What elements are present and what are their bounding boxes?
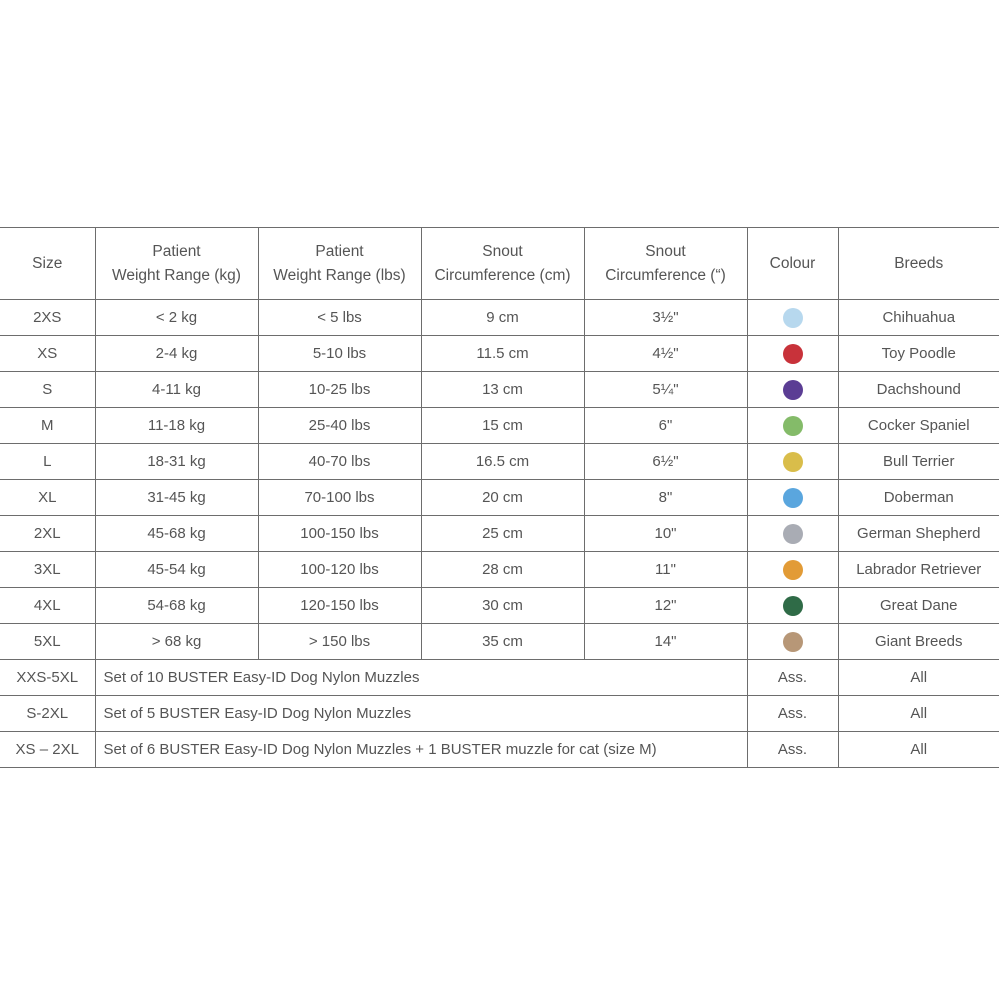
snout-cm-cell: 35 cm bbox=[421, 624, 584, 660]
breed-cell: Doberman bbox=[838, 480, 999, 516]
table-row bbox=[0, 624, 999, 660]
set-breed-cell: All bbox=[838, 732, 999, 768]
breed-cell: Dachshound bbox=[838, 372, 999, 408]
table-row bbox=[0, 516, 999, 552]
set-colour-cell: Ass. bbox=[747, 660, 838, 696]
weight-lbs-cell: < 5 lbs bbox=[258, 300, 421, 336]
snout-cm-cell: 15 cm bbox=[421, 408, 584, 444]
snout-cm-cell: 11.5 cm bbox=[421, 336, 584, 372]
size-cell: XS bbox=[0, 336, 95, 372]
breed-cell: Great Dane bbox=[838, 588, 999, 624]
colour-cell bbox=[747, 300, 838, 336]
set-breed-cell: All bbox=[838, 660, 999, 696]
snout-cm-cell: 16.5 cm bbox=[421, 444, 584, 480]
colour-dot-light-blue bbox=[783, 308, 803, 328]
snout-inch-cell: 6" bbox=[584, 408, 747, 444]
size-cell: 4XL bbox=[0, 588, 95, 624]
snout-cm-cell: 30 cm bbox=[421, 588, 584, 624]
weight-kg-cell: 2-4 kg bbox=[95, 336, 258, 372]
table-row bbox=[0, 336, 999, 372]
weight-kg-cell: 4-11 kg bbox=[95, 372, 258, 408]
weight-kg-cell: 11-18 kg bbox=[95, 408, 258, 444]
breed-cell: Chihuahua bbox=[838, 300, 999, 336]
colour-cell bbox=[747, 372, 838, 408]
breed-cell: Labrador Retriever bbox=[838, 552, 999, 588]
colour-dot-yellow bbox=[783, 452, 803, 472]
colour-dot-orange bbox=[783, 560, 803, 580]
snout-inch-cell: 3½" bbox=[584, 300, 747, 336]
set-description-cell: Set of 6 BUSTER Easy-ID Dog Nylon Muzzles + 1 BUSTER muzzle for cat (size M) bbox=[95, 732, 747, 768]
size-chart-table bbox=[0, 227, 999, 768]
snout-inch-cell: 5¼" bbox=[584, 372, 747, 408]
weight-lbs-cell: 5-10 lbs bbox=[258, 336, 421, 372]
header-snout-cm: Snout Circumference (cm) bbox=[421, 228, 584, 300]
header-weight-lbs: Patient Weight Range (lbs) bbox=[258, 228, 421, 300]
weight-kg-cell: 54-68 kg bbox=[95, 588, 258, 624]
table-row bbox=[0, 444, 999, 480]
size-cell: XL bbox=[0, 480, 95, 516]
set-description-cell: Set of 10 BUSTER Easy-ID Dog Nylon Muzzles bbox=[95, 660, 747, 696]
snout-cm-cell: 28 cm bbox=[421, 552, 584, 588]
size-cell: S bbox=[0, 372, 95, 408]
size-cell: 3XL bbox=[0, 552, 95, 588]
weight-kg-cell: 45-54 kg bbox=[95, 552, 258, 588]
table-row bbox=[0, 372, 999, 408]
snout-inch-cell: 14" bbox=[584, 624, 747, 660]
weight-lbs-cell: 100-120 lbs bbox=[258, 552, 421, 588]
size-cell: L bbox=[0, 444, 95, 480]
colour-dot-purple bbox=[783, 380, 803, 400]
set-size-cell: XXS-5XL bbox=[0, 660, 95, 696]
weight-kg-cell: 31-45 kg bbox=[95, 480, 258, 516]
set-description-cell: Set of 5 BUSTER Easy-ID Dog Nylon Muzzles bbox=[95, 696, 747, 732]
header-breeds: Breeds bbox=[838, 228, 999, 300]
colour-cell bbox=[747, 480, 838, 516]
header-snout-inch: Snout Circumference (“) bbox=[584, 228, 747, 300]
breed-cell: Cocker Spaniel bbox=[838, 408, 999, 444]
colour-dot-red bbox=[783, 344, 803, 364]
breed-cell: Bull Terrier bbox=[838, 444, 999, 480]
weight-lbs-cell: 100-150 lbs bbox=[258, 516, 421, 552]
set-row bbox=[0, 732, 999, 768]
weight-kg-cell: < 2 kg bbox=[95, 300, 258, 336]
colour-dot-dark-green bbox=[783, 596, 803, 616]
snout-cm-cell: 13 cm bbox=[421, 372, 584, 408]
table-row bbox=[0, 408, 999, 444]
snout-cm-cell: 9 cm bbox=[421, 300, 584, 336]
set-colour-cell: Ass. bbox=[747, 696, 838, 732]
snout-inch-cell: 6½" bbox=[584, 444, 747, 480]
table-row bbox=[0, 300, 999, 336]
header-weight-kg: Patient Weight Range (kg) bbox=[95, 228, 258, 300]
set-breed-cell: All bbox=[838, 696, 999, 732]
snout-inch-cell: 11" bbox=[584, 552, 747, 588]
set-size-cell: S-2XL bbox=[0, 696, 95, 732]
colour-cell bbox=[747, 444, 838, 480]
snout-inch-cell: 4½" bbox=[584, 336, 747, 372]
breed-cell: Giant Breeds bbox=[838, 624, 999, 660]
snout-cm-cell: 25 cm bbox=[421, 516, 584, 552]
breed-cell: German Shepherd bbox=[838, 516, 999, 552]
set-row bbox=[0, 660, 999, 696]
table-row bbox=[0, 552, 999, 588]
weight-lbs-cell: 25-40 lbs bbox=[258, 408, 421, 444]
weight-kg-cell: > 68 kg bbox=[95, 624, 258, 660]
header-row bbox=[0, 228, 999, 300]
colour-cell bbox=[747, 552, 838, 588]
colour-cell bbox=[747, 624, 838, 660]
set-row bbox=[0, 696, 999, 732]
size-cell: 2XS bbox=[0, 300, 95, 336]
header-colour: Colour bbox=[747, 228, 838, 300]
colour-cell bbox=[747, 588, 838, 624]
weight-lbs-cell: > 150 lbs bbox=[258, 624, 421, 660]
table-row bbox=[0, 480, 999, 516]
weight-lbs-cell: 10-25 lbs bbox=[258, 372, 421, 408]
size-cell: 2XL bbox=[0, 516, 95, 552]
weight-lbs-cell: 40-70 lbs bbox=[258, 444, 421, 480]
weight-lbs-cell: 70-100 lbs bbox=[258, 480, 421, 516]
colour-dot-brown bbox=[783, 632, 803, 652]
snout-cm-cell: 20 cm bbox=[421, 480, 584, 516]
set-size-cell: XS – 2XL bbox=[0, 732, 95, 768]
snout-inch-cell: 12" bbox=[584, 588, 747, 624]
colour-dot-green bbox=[783, 416, 803, 436]
colour-cell bbox=[747, 336, 838, 372]
size-cell: M bbox=[0, 408, 95, 444]
snout-inch-cell: 10" bbox=[584, 516, 747, 552]
colour-cell bbox=[747, 516, 838, 552]
colour-dot-blue bbox=[783, 488, 803, 508]
size-cell: 5XL bbox=[0, 624, 95, 660]
weight-kg-cell: 45-68 kg bbox=[95, 516, 258, 552]
colour-dot-grey bbox=[783, 524, 803, 544]
table-row bbox=[0, 588, 999, 624]
colour-cell bbox=[747, 408, 838, 444]
set-colour-cell: Ass. bbox=[747, 732, 838, 768]
weight-lbs-cell: 120-150 lbs bbox=[258, 588, 421, 624]
breed-cell: Toy Poodle bbox=[838, 336, 999, 372]
snout-inch-cell: 8" bbox=[584, 480, 747, 516]
weight-kg-cell: 18-31 kg bbox=[95, 444, 258, 480]
header-size: Size bbox=[0, 228, 95, 300]
